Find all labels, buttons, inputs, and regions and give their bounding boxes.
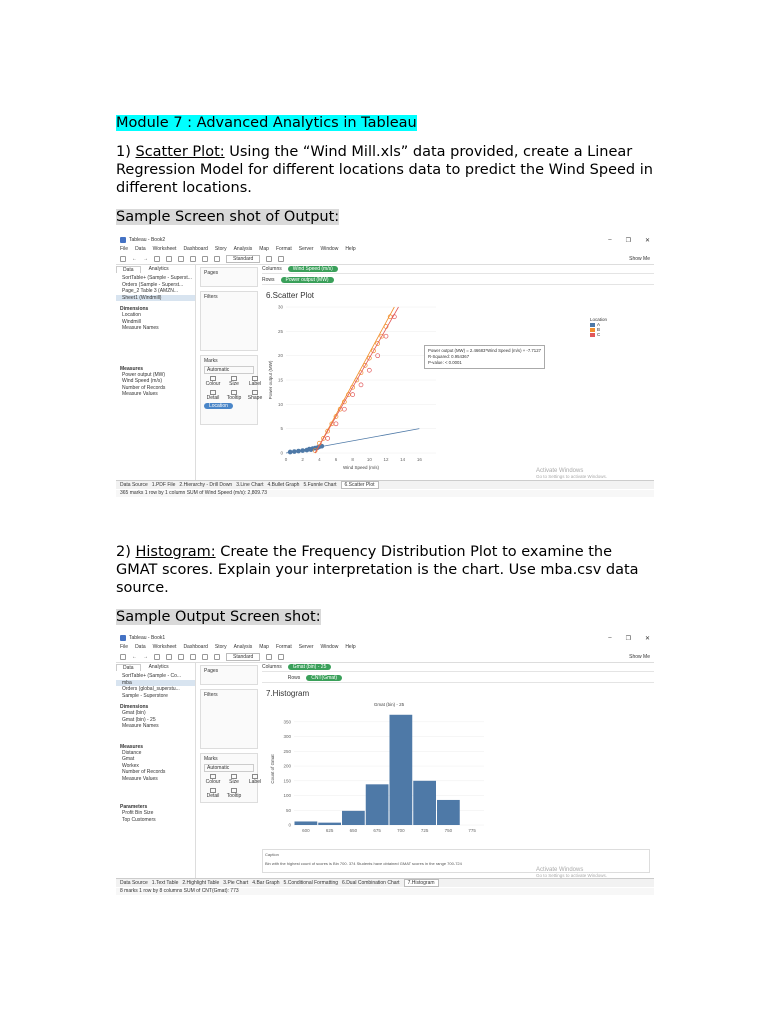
rows-shelf: Rows Power output (MW) bbox=[262, 276, 654, 285]
y-axis-label: Power output (MW) bbox=[268, 360, 273, 400]
histogram-bar bbox=[366, 784, 389, 825]
columns-pill[interactable]: Wind Speed (m/s) bbox=[288, 266, 338, 272]
data-pane bbox=[116, 663, 196, 883]
datasource-item-selected[interactable]: mba bbox=[116, 680, 195, 687]
sheet-title: 7.Histogram bbox=[266, 689, 310, 698]
sample-2-label: Sample Output Screen shot: bbox=[116, 609, 321, 625]
x-tick-label: 700 bbox=[397, 828, 405, 833]
sheet-tab[interactable]: 2.Hierarchy - Drill Down bbox=[179, 482, 233, 488]
tooltip-button[interactable]: Tooltip bbox=[225, 788, 243, 799]
y-tick-label: 350 bbox=[283, 719, 291, 725]
dimension-field[interactable]: Measure Names bbox=[122, 325, 159, 331]
sheet-tab-active[interactable]: 7.Histogram bbox=[404, 879, 439, 887]
menu-item-file[interactable]: File bbox=[120, 246, 129, 252]
tableau-logo-icon bbox=[120, 635, 126, 641]
dimension-field[interactable]: Windmill bbox=[122, 318, 141, 325]
close-icon[interactable]: ✕ bbox=[644, 237, 650, 244]
status-bar: 8 marks 1 row by 8 columns SUM of CNT(Gmat): 773 bbox=[116, 888, 654, 895]
sheet-tab[interactable]: 5.Conditional Formatting bbox=[283, 880, 339, 886]
histogram-bar bbox=[437, 800, 460, 825]
y-tick-label: 200 bbox=[283, 763, 291, 769]
chart-subtitle: Gmat (bin) - 25 bbox=[373, 702, 405, 707]
fit-dropdown[interactable]: Standard bbox=[226, 653, 260, 661]
pages-card: Pages bbox=[200, 665, 258, 685]
rows-pill[interactable]: CNT(Gmat) bbox=[306, 675, 342, 681]
x-tick-label: 12 bbox=[383, 457, 389, 462]
measure-field[interactable]: Number of Records bbox=[122, 769, 166, 775]
legend-item[interactable]: C bbox=[590, 332, 607, 337]
status-bar: 365 marks 1 row by 1 column SUM of Wind Speed (m/s): 2,809.73 bbox=[116, 490, 654, 497]
sheet-tab[interactable]: 6.Dual Combination Chart bbox=[342, 880, 400, 886]
datasource-item[interactable]: Orders (global_superstu... bbox=[122, 686, 180, 692]
menu-item-analysis[interactable]: Analysis bbox=[233, 644, 253, 650]
dimensions-header: Dimensions bbox=[120, 704, 149, 710]
caption-box: Caption Bin with the highest count of scores is Bin 700. 374 Students have obtained GMAT scores in the range 700-724 bbox=[262, 849, 650, 873]
y-tick-label: 15 bbox=[277, 377, 283, 383]
pages-card: Pages bbox=[200, 267, 258, 287]
columns-shelf: Columns Gmat (bin) - 25 bbox=[262, 663, 654, 672]
dimension-field[interactable]: Gmat (bin) - 25 bbox=[122, 716, 156, 723]
y-tick-label: 0 bbox=[288, 822, 291, 828]
y-axis-label: Count of Gmat bbox=[270, 754, 275, 784]
parameter-field[interactable]: Top Customers bbox=[122, 816, 156, 823]
tableau-logo-icon bbox=[120, 237, 126, 243]
tableau-icon[interactable] bbox=[120, 256, 126, 262]
sheet-tab[interactable]: 4.Bar Graph bbox=[252, 880, 280, 886]
menu-item-file[interactable]: File bbox=[120, 644, 129, 650]
scatter-point bbox=[342, 407, 346, 411]
menu-item-map[interactable]: Map bbox=[259, 246, 269, 252]
x-axis-label: Wind Speed (m/s) bbox=[342, 465, 380, 470]
undo-icon[interactable]: ← bbox=[132, 255, 137, 262]
close-icon[interactable]: ✕ bbox=[644, 635, 650, 642]
menu-item-analysis[interactable]: Analysis bbox=[233, 246, 253, 252]
detail-button[interactable]: Detail bbox=[204, 788, 222, 799]
window-titlebar: Tableau - Book1 – ❐ ✕ bbox=[116, 633, 654, 643]
menu-item-help[interactable]: Help bbox=[345, 644, 356, 650]
measure-field[interactable]: Number of Records bbox=[122, 384, 166, 391]
y-tick-label: 0 bbox=[280, 450, 283, 456]
colour-button[interactable]: Colour bbox=[204, 376, 222, 387]
x-tick-label: 8 bbox=[351, 457, 354, 462]
menu-item-data[interactable]: Data bbox=[135, 246, 146, 252]
x-tick-label: 750 bbox=[444, 828, 453, 833]
columns-shelf: Columns Wind Speed (m/s) bbox=[262, 265, 654, 274]
scatter-point bbox=[334, 422, 338, 426]
sheet-tab[interactable]: 4.Bullet Graph bbox=[267, 482, 300, 488]
size-button[interactable]: Size bbox=[225, 376, 243, 387]
data-pane bbox=[116, 265, 196, 485]
q2-title: Histogram: bbox=[135, 544, 216, 560]
new-sheet-icon[interactable] bbox=[178, 654, 184, 660]
menu-item-help[interactable]: Help bbox=[345, 246, 356, 252]
y-tick-label: 150 bbox=[283, 778, 291, 784]
measures-header: Measures bbox=[120, 365, 144, 372]
size-button[interactable]: Size bbox=[225, 774, 243, 785]
menu-item-worksheet[interactable]: Worksheet bbox=[152, 246, 177, 252]
menu-item-story[interactable]: Story bbox=[214, 246, 227, 252]
dimension-field[interactable]: Gmat (bin) bbox=[122, 710, 146, 716]
dimension-field[interactable]: Location bbox=[122, 312, 141, 318]
histogram-bar bbox=[318, 823, 341, 825]
mark-type-dropdown[interactable]: Automatic bbox=[204, 366, 254, 374]
histogram-chart bbox=[266, 699, 496, 847]
colour-button[interactable]: Colour bbox=[204, 774, 222, 785]
histogram-bar bbox=[342, 811, 365, 825]
save-icon[interactable] bbox=[154, 256, 160, 262]
dimension-field[interactable]: Measure Names bbox=[122, 723, 159, 729]
measure-field[interactable]: Gmat bbox=[122, 756, 135, 762]
label-button[interactable]: Label bbox=[246, 774, 264, 785]
redo-icon[interactable]: → bbox=[143, 653, 148, 660]
marks-card: Marks Automatic Colour Size Label Detail Tooltip bbox=[200, 753, 258, 803]
x-tick-label: 16 bbox=[416, 457, 422, 462]
menu-item-dashboard[interactable]: Dashboard bbox=[183, 644, 208, 650]
presentation-icon[interactable] bbox=[266, 256, 272, 262]
scatter-point bbox=[351, 393, 355, 397]
tableau-icon[interactable] bbox=[120, 654, 126, 660]
activate-windows-watermark: Activate Windows Go to Settings to activate Windows. bbox=[536, 867, 608, 878]
new-datasource-icon[interactable] bbox=[166, 654, 172, 660]
scatter-point bbox=[367, 368, 371, 372]
shape-button[interactable]: Shape bbox=[246, 390, 264, 401]
sheet-tab[interactable]: 1.PDF File bbox=[151, 482, 176, 488]
share-icon[interactable] bbox=[278, 654, 284, 660]
new-datasource-icon[interactable] bbox=[166, 256, 172, 262]
x-tick-label: 4 bbox=[318, 457, 321, 462]
y-tick-label: 250 bbox=[283, 748, 291, 754]
module-title: Module 7 : Advanced Analytics in Tableau bbox=[116, 115, 417, 131]
undo-icon[interactable]: ← bbox=[132, 653, 137, 660]
menu-item-window[interactable]: Window bbox=[320, 246, 339, 252]
x-tick-label: 2 bbox=[301, 457, 304, 462]
measure-field[interactable]: Power output (MW) bbox=[122, 371, 166, 378]
tab-analytics[interactable]: Analytics bbox=[148, 664, 169, 670]
parameters-header: Parameters bbox=[120, 804, 148, 810]
scatter-point bbox=[384, 334, 388, 338]
scatter-point bbox=[359, 383, 363, 387]
filters-card: Filters bbox=[200, 291, 258, 351]
measure-field[interactable]: Wind Speed (m/s) bbox=[122, 378, 163, 384]
show-me-button[interactable]: Show Me bbox=[629, 255, 650, 262]
minimize-icon[interactable]: – bbox=[608, 634, 612, 641]
swap-icon[interactable] bbox=[190, 256, 196, 262]
parameter-field[interactable]: Profit Bin Size bbox=[122, 810, 154, 816]
question-1: 1) Scatter Plot: Using the “Wind Mill.xls” data provided, create a Linear Regression Model for different locations data to predict the Wind Speed in different locations. bbox=[116, 144, 653, 196]
tab-data-source[interactable]: Data Source bbox=[120, 880, 148, 886]
x-tick-label: 14 bbox=[400, 457, 406, 462]
datasource-item-selected[interactable]: Sheet1 (Windmill) bbox=[116, 295, 195, 302]
menu-item-server[interactable]: Server bbox=[298, 246, 314, 252]
datasource-item[interactable]: SortTable+ (Sample - Co... bbox=[122, 673, 182, 679]
menu-item-format[interactable]: Format bbox=[275, 246, 292, 252]
measure-field[interactable]: Distance bbox=[122, 749, 142, 756]
menu-bar bbox=[116, 643, 654, 651]
columns-pill[interactable]: Gmat (bin) - 25 bbox=[288, 664, 332, 670]
sheet-tab[interactable]: 1.Text Table bbox=[151, 880, 179, 886]
menu-item-server[interactable]: Server bbox=[298, 644, 314, 650]
histogram-bar bbox=[413, 781, 436, 825]
window-titlebar: Tableau - Book2 – ❐ ✕ bbox=[116, 235, 654, 245]
dimensions-header: Dimensions bbox=[120, 306, 149, 312]
legend-item[interactable]: A bbox=[590, 322, 607, 327]
label-button[interactable]: Label bbox=[246, 376, 264, 387]
trend-line bbox=[286, 429, 419, 453]
trend-tooltip: Power output (MW) = 2.46683*Wind Speed (m/s) + -7.7127 R-Squared: 0.954367 P-value: < 0.0001 bbox=[424, 345, 545, 369]
x-tick-label: 600 bbox=[302, 828, 310, 833]
x-tick-label: 625 bbox=[325, 828, 334, 833]
maximize-icon[interactable]: ❐ bbox=[625, 237, 631, 244]
menu-item-map[interactable]: Map bbox=[259, 644, 269, 650]
menu-item-worksheet[interactable]: Worksheet bbox=[152, 644, 177, 650]
x-tick-label: 650 bbox=[349, 828, 358, 833]
save-icon[interactable] bbox=[154, 654, 160, 660]
x-tick-label: 10 bbox=[366, 457, 372, 462]
filters-card: Filters bbox=[200, 689, 258, 749]
measure-field[interactable]: Measure Values bbox=[122, 775, 158, 782]
sample-1-label: Sample Screen shot of Output: bbox=[116, 209, 340, 225]
tooltip-button[interactable]: Tooltip bbox=[225, 390, 243, 401]
highlight-icon[interactable] bbox=[214, 654, 220, 660]
x-tick-label: 675 bbox=[373, 828, 381, 833]
sheet-tab[interactable]: 2.Highlight Table bbox=[182, 880, 220, 886]
sort-icon[interactable] bbox=[202, 256, 208, 262]
measure-field[interactable]: Workex bbox=[122, 762, 139, 769]
rows-pill[interactable]: Power output (MW) bbox=[281, 277, 334, 283]
sheet-tab-active[interactable]: 6.Scatter Plot bbox=[341, 481, 379, 489]
x-tick-label: 775 bbox=[468, 828, 476, 833]
tableau-window-scatter bbox=[116, 235, 654, 508]
datasource-item[interactable]: SortTable+ (Sample - Superst... bbox=[122, 275, 192, 281]
y-tick-label: 20 bbox=[277, 353, 283, 359]
menu-item-story[interactable]: Story bbox=[214, 644, 227, 650]
sheet-tabs bbox=[116, 480, 654, 489]
histogram-bar bbox=[295, 821, 318, 825]
y-tick-label: 25 bbox=[277, 328, 283, 334]
q1-title: Scatter Plot: bbox=[135, 144, 225, 160]
sheet-title: 6.Scatter Plot bbox=[266, 291, 315, 300]
highlight-icon[interactable] bbox=[214, 256, 220, 262]
y-tick-label: 30 bbox=[277, 304, 283, 310]
datasource-item[interactable]: Orders (Sample - Superst... bbox=[122, 281, 184, 288]
presentation-icon[interactable] bbox=[266, 654, 272, 660]
y-tick-label: 100 bbox=[283, 793, 291, 799]
menu-item-dashboard[interactable]: Dashboard bbox=[183, 246, 208, 252]
redo-icon[interactable]: → bbox=[143, 255, 148, 262]
sheet-tab[interactable]: 3.Pie Chart bbox=[223, 880, 249, 886]
x-tick-label: 6 bbox=[334, 457, 338, 462]
x-tick-label: 725 bbox=[420, 828, 429, 833]
datasource-item[interactable]: Page_2 Table 3 (AMZN... bbox=[122, 288, 179, 294]
location-pill[interactable]: Location bbox=[204, 403, 233, 409]
menu-bar bbox=[116, 245, 654, 253]
scatter-plot bbox=[266, 303, 586, 483]
y-tick-label: 300 bbox=[283, 734, 291, 740]
color-legend: Location A B C bbox=[590, 317, 608, 337]
datasource-item[interactable]: Sample - Superstore bbox=[122, 692, 168, 699]
activate-windows-watermark: Activate Windows Go to Settings to activate Windows. bbox=[536, 468, 608, 479]
maximize-icon[interactable]: ❐ bbox=[625, 635, 631, 642]
swap-icon[interactable] bbox=[190, 654, 196, 660]
sheet-tab[interactable]: 5.Funnle Chart bbox=[303, 482, 337, 488]
y-tick-label: 10 bbox=[277, 401, 283, 407]
rows-shelf: Rows CNT(Gmat) bbox=[262, 674, 654, 683]
show-me-button[interactable]: Show Me bbox=[629, 653, 650, 660]
sort-icon[interactable] bbox=[202, 654, 208, 660]
tab-analytics[interactable]: Analytics bbox=[148, 266, 169, 272]
mark-type-dropdown[interactable]: Automatic bbox=[204, 764, 254, 772]
tab-data-source[interactable]: Data Source bbox=[120, 482, 148, 488]
y-tick-label: 50 bbox=[285, 807, 291, 813]
question-2: 2) Histogram: Create the Frequency Distribution Plot to examine the GMAT scores. Explain your interpretation is the chart. Use mba.csv data source. bbox=[116, 544, 639, 596]
legend-item[interactable]: B bbox=[590, 327, 607, 332]
detail-button[interactable]: Detail bbox=[204, 390, 222, 401]
minimize-icon[interactable]: – bbox=[608, 236, 612, 243]
menu-item-format[interactable]: Format bbox=[275, 644, 292, 650]
measure-field[interactable]: Measure Values bbox=[122, 391, 158, 397]
sheet-tabs bbox=[116, 878, 654, 887]
measures-header: Measures bbox=[120, 743, 144, 750]
scatter-point bbox=[326, 436, 330, 440]
x-tick-label: 0 bbox=[284, 457, 288, 462]
y-tick-label: 5 bbox=[280, 426, 283, 432]
fit-dropdown[interactable]: Standard bbox=[226, 255, 260, 263]
tab-data[interactable]: Data bbox=[116, 266, 141, 273]
menu-item-data[interactable]: Data bbox=[135, 644, 146, 650]
sheet-tab[interactable]: 3.Line Chart bbox=[236, 482, 264, 488]
toolbar bbox=[116, 253, 654, 265]
menu-item-window[interactable]: Window bbox=[320, 644, 339, 650]
tab-data[interactable]: Data bbox=[116, 664, 141, 671]
marks-card: Marks Automatic Colour Size Label Detail Tooltip Shape Location bbox=[200, 355, 258, 425]
tableau-window-histogram bbox=[116, 633, 654, 906]
histogram-bar bbox=[390, 715, 413, 825]
toolbar bbox=[116, 651, 654, 663]
share-icon[interactable] bbox=[278, 256, 284, 262]
new-sheet-icon[interactable] bbox=[178, 256, 184, 262]
